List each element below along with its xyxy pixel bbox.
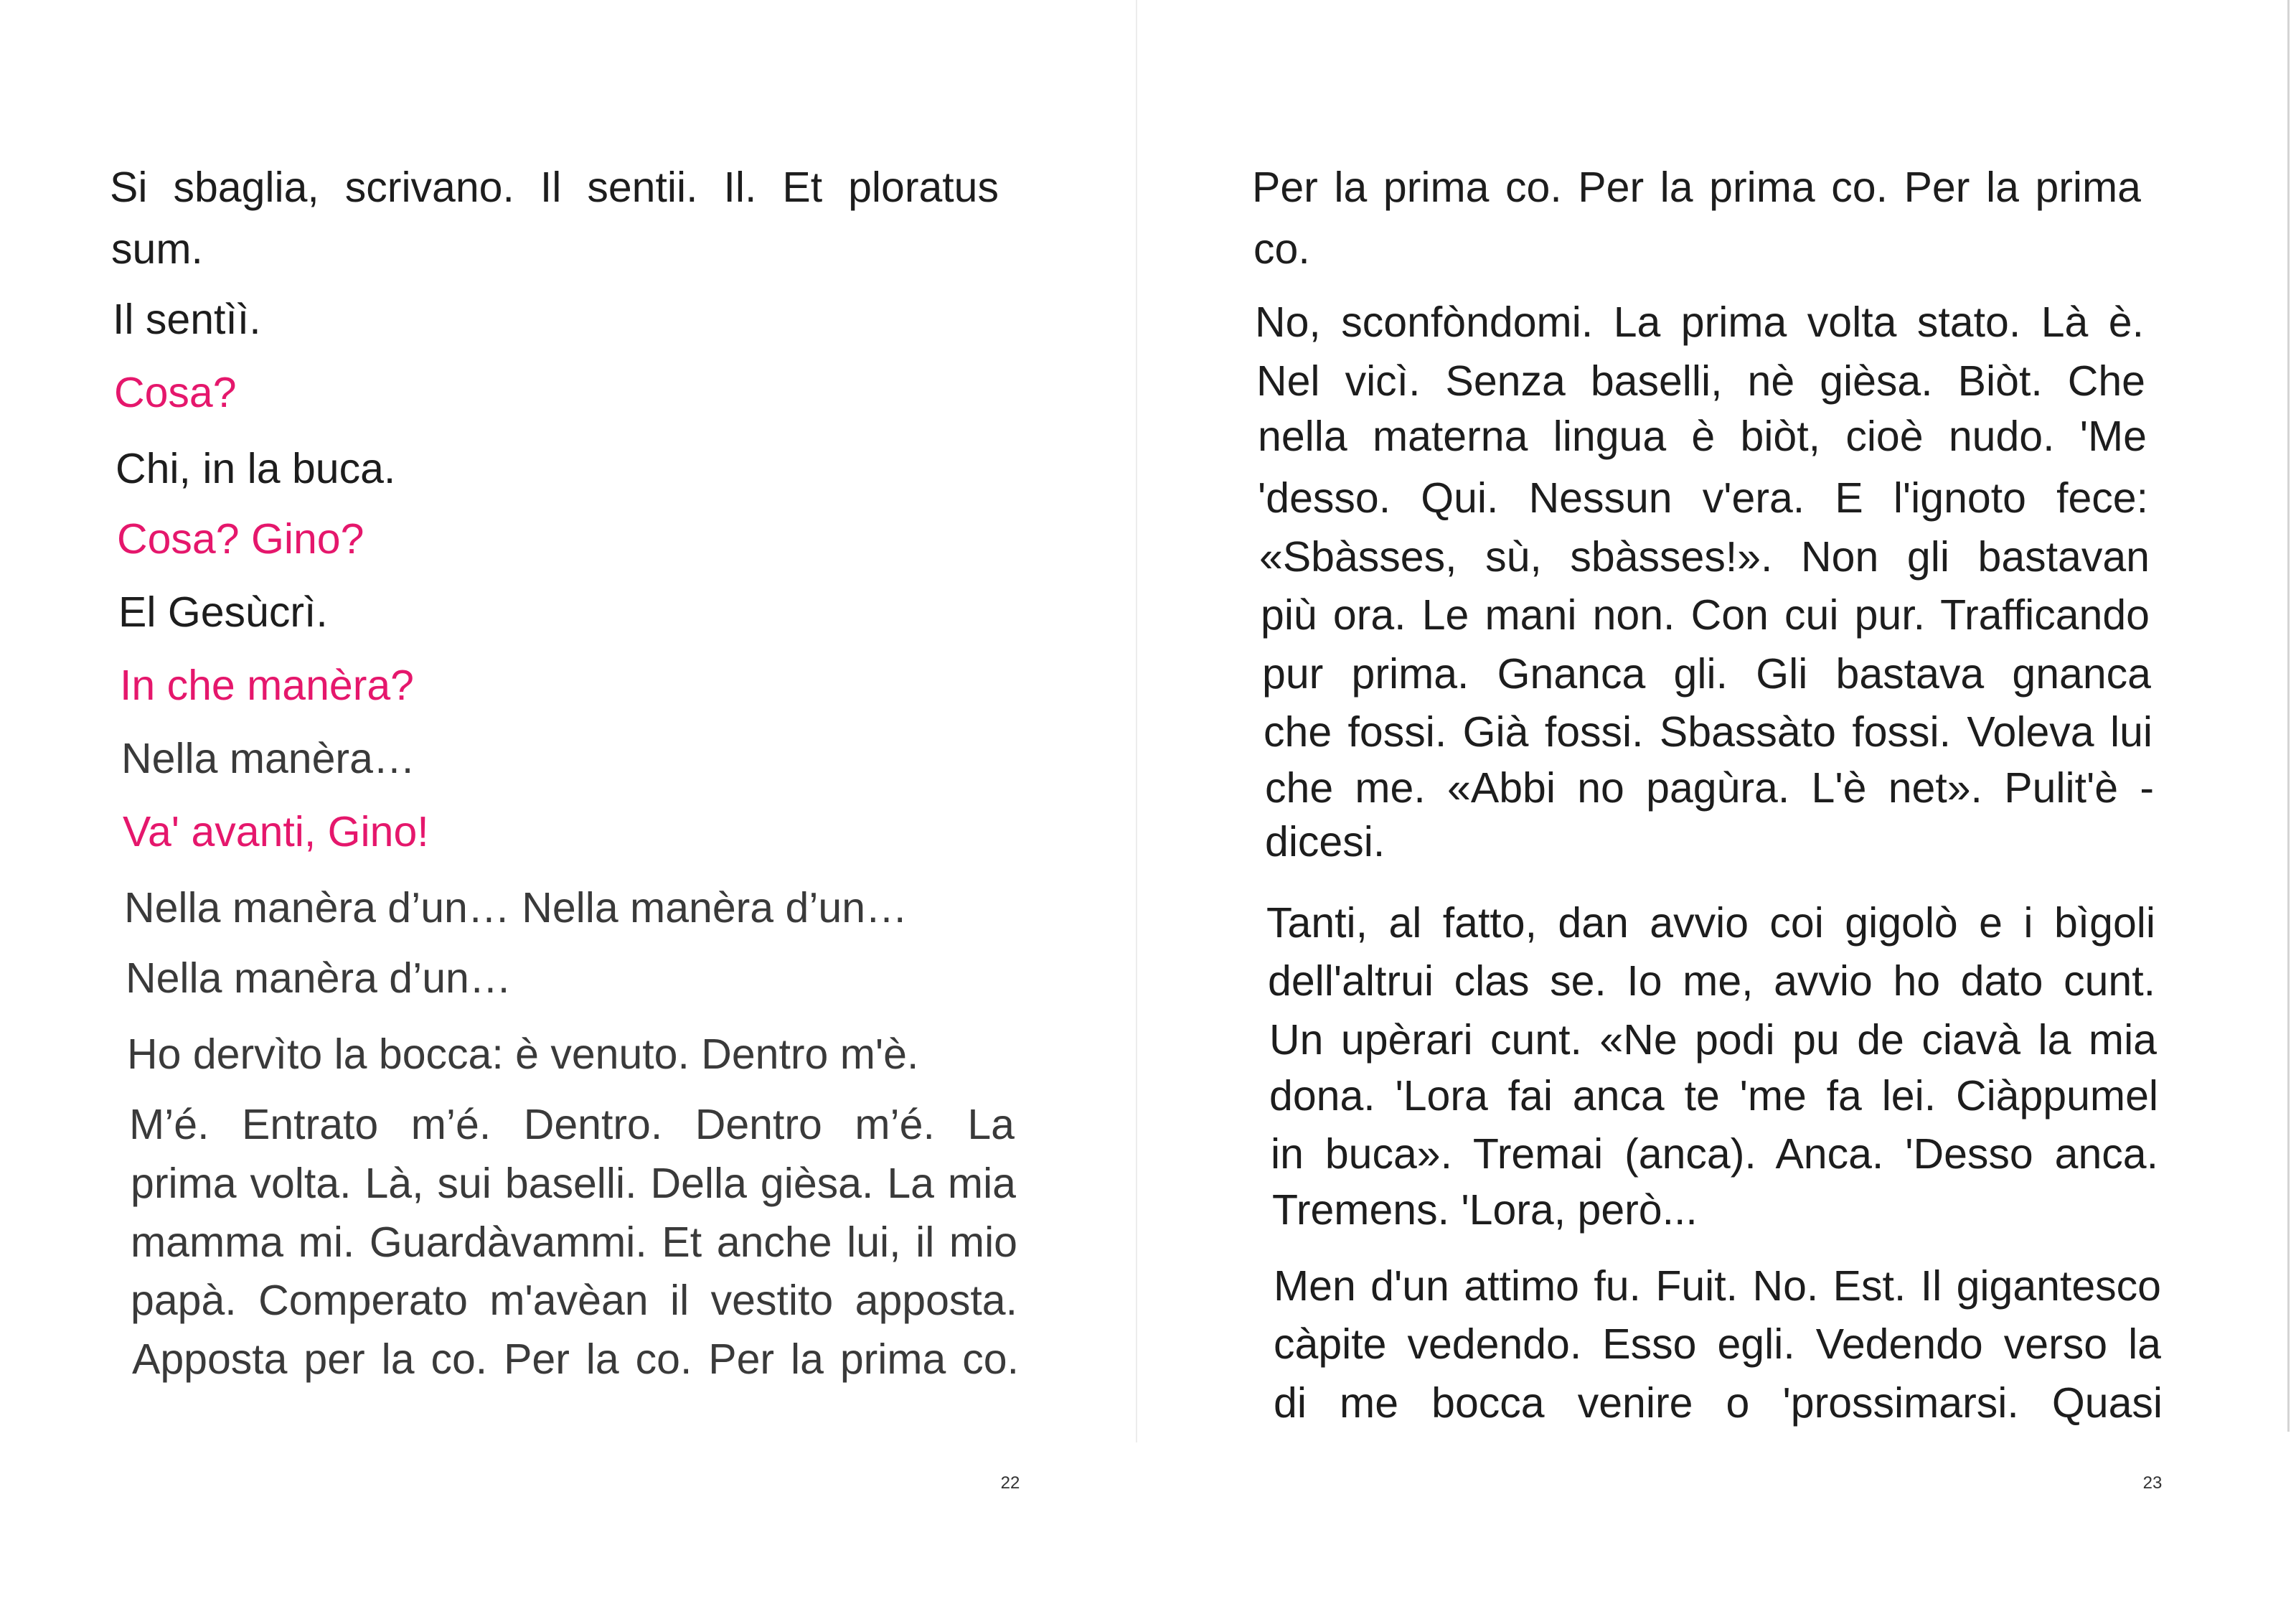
text-line: El Gesùcrì. (118, 588, 328, 636)
text-line: Chi, in la buca. (116, 445, 396, 492)
page-number: 23 (2142, 1473, 2163, 1493)
text-line: Nella manèra… (121, 735, 415, 782)
highlighted-text-line: Cosa? Gino? (117, 515, 364, 563)
text-line: dicesi. (1265, 818, 1385, 865)
text-line: prima volta. Là, sui baselli. Della gièsa. La mia (131, 1160, 1016, 1207)
text-line: Men d'un attimo fu. Fuit. No. Est. Il gigantesco (1274, 1262, 2161, 1310)
text-line: Tremens. 'Lora, però... (1272, 1186, 1698, 1234)
text-line: Nella manèra d’un… Nella manèra d’un… (124, 884, 908, 931)
text-line: «Sbàsses, sù, sbàsses!». Non gli bastavan (1259, 533, 2150, 581)
text-line: che fossi. Già fossi. Sbassàto fossi. Voleva lui (1264, 708, 2152, 756)
page-number: 22 (1000, 1473, 1020, 1493)
text-line: co. (1253, 225, 1310, 273)
text-line: M’é. Entrato m’é. Dentro. Dentro m’é. La (129, 1101, 1015, 1148)
text-line: in buca». Tremai (anca). Anca. 'Desso anca. (1271, 1130, 2158, 1178)
text-line: Apposta per la co. Per la co. Per la prima co. (132, 1336, 1019, 1383)
text-line: pur prima. Gnanca gli. Gli bastava gnanca (1262, 650, 2151, 698)
text-line: Nel vicì. Senza baselli, nè gièsa. Biòt. Che (1256, 357, 2145, 405)
highlighted-text-line: Cosa? (114, 369, 237, 416)
text-line: dell'altrui clas se. Io me, avvio ho dato cunt. (1268, 957, 2155, 1005)
text-line: che me. «Abbi no pagùra. L'è net». Pulit'è - (1265, 764, 2154, 812)
text-line: càpite vedendo. Esso egli. Vedendo verso la (1274, 1320, 2161, 1368)
text-line: No, sconfòndomi. La prima volta stato. Là è. (1255, 299, 2144, 346)
text-line: mamma mi. Guardàvammi. Et anche lui, il mio (131, 1219, 1017, 1266)
text-line: Tanti, al fatto, dan avvio coi gigolò e i bìgoli (1266, 899, 2155, 947)
text-line: sum. (111, 225, 203, 273)
text-line: di me bocca venire o 'prossimarsi. Quasi (1274, 1379, 2163, 1427)
text-line: dona. 'Lora fai anca te 'me fa lei. Ciàppumel (1269, 1072, 2158, 1120)
text-line: più ora. Le mani non. Con cui pur. Trafficando (1261, 591, 2150, 639)
highlighted-text-line: In che manèra? (120, 662, 414, 709)
text-line: papà. Comperato m'avèan il vestito apposta. (131, 1277, 1017, 1324)
text-line: nella materna lingua è biòt, cioè nudo. 'Me (1258, 413, 2147, 460)
text-line: Ho dervìto la bocca: è venuto. Dentro m'è. (127, 1031, 919, 1078)
text-line: Nella manèra d’un… (126, 954, 512, 1002)
text-line: Per la prima co. Per la prima co. Per la prima (1252, 164, 2141, 211)
text-line: Il sentìì. (113, 296, 261, 343)
text-line: 'desso. Qui. Nessun v'era. E l'ignoto fece: (1258, 474, 2148, 522)
text-line: Si sbaglia, scrivano. Il sentii. Il. Et ploratus (110, 164, 999, 211)
highlighted-text-line: Va' avanti, Gino! (123, 808, 429, 855)
text-line: Un upèrari cunt. «Ne podi pu de ciavà la mia (1269, 1016, 2157, 1064)
